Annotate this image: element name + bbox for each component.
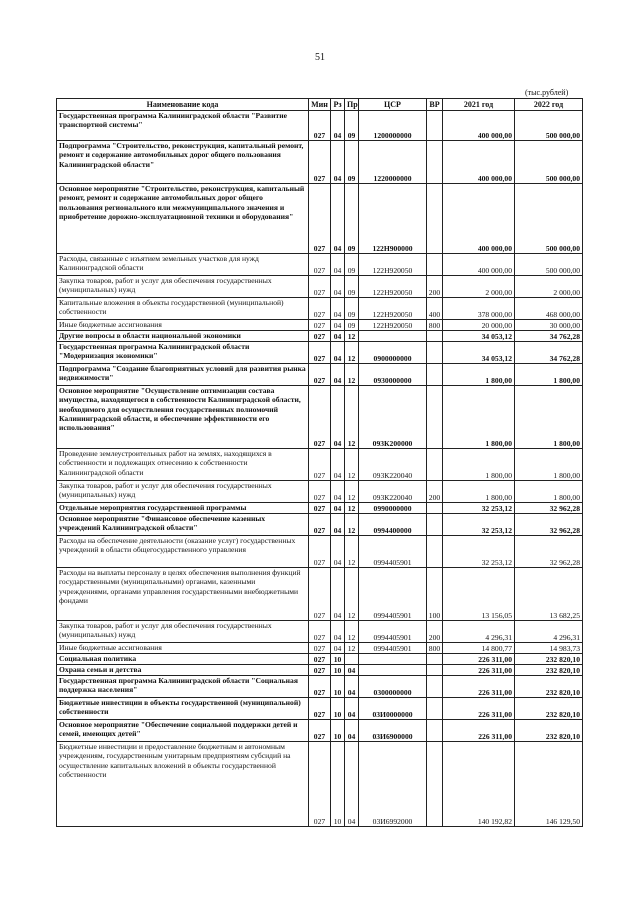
cell-min: 027: [309, 654, 331, 665]
cell-name: Основное мероприятие "Финансовое обеспечение казенных учреждений Калининградской области": [57, 514, 309, 536]
table-row: [57, 141, 583, 184]
cell-vr: [427, 676, 443, 698]
cell-rz: 10: [331, 654, 345, 665]
cell-name: Подпрограмма "Строительство, реконструкция, капитальный ремонт, ремонт и содержание автомобильных дорог общего пользования Калининградской области": [57, 141, 309, 184]
cell-pr: [345, 654, 359, 665]
cell-vr: [427, 720, 443, 742]
table-row: [57, 654, 583, 665]
cell-name: Закупка товаров, работ и услуг для обеспечения государственных (муниципальных) нужд: [57, 621, 309, 643]
cell-min: 027: [309, 386, 331, 449]
cell-rz: 04: [331, 111, 345, 141]
cell-y2021: 4 296,31: [443, 621, 515, 643]
cell-y2021: 400 000,00: [443, 111, 515, 141]
cell-y2021: 20 000,00: [443, 320, 515, 331]
cell-name: Охрана семьи и детства: [57, 665, 309, 676]
cell-pr: 12: [345, 536, 359, 568]
cell-y2022: 500 000,00: [515, 111, 583, 141]
cell-vr: [427, 742, 443, 827]
cell-csr: 03И0000000: [359, 698, 427, 720]
cell-rz: 10: [331, 665, 345, 676]
cell-name: Государственная программа Калининградской области "Развитие транспортной системы": [57, 111, 309, 141]
cell-vr: [427, 654, 443, 665]
table-row: [57, 514, 583, 536]
cell-rz: 10: [331, 720, 345, 742]
cell-y2022: 34 762,28: [515, 331, 583, 342]
cell-csr: 0994405901: [359, 536, 427, 568]
cell-pr: 12: [345, 342, 359, 364]
cell-name: Другие вопросы в области национальной экономики: [57, 331, 309, 342]
cell-min: 027: [309, 676, 331, 698]
cell-vr: 800: [427, 320, 443, 331]
cell-vr: [427, 698, 443, 720]
cell-min: 027: [309, 643, 331, 654]
cell-name: Бюджетные инвестиции в объекты государственной (муниципальной) собственности: [57, 698, 309, 720]
table-row: [57, 449, 583, 481]
cell-min: 027: [309, 621, 331, 643]
cell-y2022: 1 800,00: [515, 449, 583, 481]
cell-vr: [427, 111, 443, 141]
cell-min: 027: [309, 184, 331, 254]
cell-y2022: 232 820,10: [515, 698, 583, 720]
cell-y2021: 14 800,77: [443, 643, 515, 654]
cell-y2022: 1 800,00: [515, 364, 583, 386]
cell-y2021: 34 053,12: [443, 342, 515, 364]
cell-csr: 093К220040: [359, 449, 427, 481]
cell-min: 027: [309, 568, 331, 621]
cell-y2022: 232 820,10: [515, 720, 583, 742]
cell-vr: 200: [427, 621, 443, 643]
cell-rz: 04: [331, 141, 345, 184]
cell-vr: 400: [427, 298, 443, 320]
table-row: [57, 111, 583, 141]
table-row: [57, 568, 583, 621]
cell-y2022: 1 800,00: [515, 386, 583, 449]
header-row: [57, 99, 583, 111]
cell-min: 027: [309, 276, 331, 298]
cell-csr: 0994405901: [359, 643, 427, 654]
cell-min: 027: [309, 342, 331, 364]
cell-name: Расходы, связанные с изъятием земельных участков для нужд Калининградской области: [57, 254, 309, 276]
cell-rz: 04: [331, 331, 345, 342]
cell-min: 027: [309, 742, 331, 827]
cell-pr: 12: [345, 364, 359, 386]
cell-min: 027: [309, 449, 331, 481]
table-row: [57, 742, 583, 827]
cell-pr: 09: [345, 298, 359, 320]
table-body: [57, 111, 583, 827]
cell-csr: 093К200000: [359, 386, 427, 449]
cell-y2021: 226 311,00: [443, 665, 515, 676]
cell-y2022: 232 820,10: [515, 676, 583, 698]
cell-name: Социальная политика: [57, 654, 309, 665]
table-row: [57, 481, 583, 503]
cell-pr: 12: [345, 449, 359, 481]
cell-rz: 04: [331, 621, 345, 643]
units-label: (тыс.рублей): [525, 88, 569, 97]
cell-y2021: 32 253,12: [443, 503, 515, 514]
cell-pr: 12: [345, 503, 359, 514]
cell-min: 027: [309, 665, 331, 676]
table-row: [57, 536, 583, 568]
cell-rz: 04: [331, 449, 345, 481]
cell-name: Иные бюджетные ассигнования: [57, 643, 309, 654]
cell-name: Бюджетные инвестиции и предоставление бюджетным и автономным учреждениям, государственным унитарным предприятиям субсидий на осуществление капитальных вложений в объекты государственной собственности: [57, 742, 309, 827]
cell-name: Капитальные вложения в объекты государственной (муниципальной) собственности: [57, 298, 309, 320]
table-row: [57, 342, 583, 364]
cell-csr: 122Н900000: [359, 184, 427, 254]
cell-csr: 03И6900000: [359, 720, 427, 742]
cell-pr: 09: [345, 184, 359, 254]
cell-vr: [427, 386, 443, 449]
cell-pr: 04: [345, 720, 359, 742]
cell-csr: [359, 665, 427, 676]
cell-y2022: 32 962,28: [515, 536, 583, 568]
cell-rz: 04: [331, 536, 345, 568]
cell-csr: 0300000000: [359, 676, 427, 698]
cell-csr: 03И6992000: [359, 742, 427, 827]
cell-rz: 04: [331, 514, 345, 536]
table-row: [57, 386, 583, 449]
cell-y2021: 1 800,00: [443, 386, 515, 449]
cell-y2021: 13 156,05: [443, 568, 515, 621]
cell-rz: 04: [331, 320, 345, 331]
cell-min: 027: [309, 298, 331, 320]
header-csr: ЦСР: [359, 99, 427, 111]
cell-csr: 122Н920050: [359, 320, 427, 331]
cell-vr: [427, 364, 443, 386]
table-row: [57, 676, 583, 698]
cell-y2021: 32 253,12: [443, 514, 515, 536]
cell-csr: 0994405901: [359, 568, 427, 621]
cell-name: Расходы на обеспечение деятельности (оказание услуг) государственных учреждений в области общегосударственного управления: [57, 536, 309, 568]
cell-vr: [427, 536, 443, 568]
cell-y2021: 400 000,00: [443, 254, 515, 276]
cell-min: 027: [309, 111, 331, 141]
cell-pr: 09: [345, 111, 359, 141]
cell-pr: 12: [345, 643, 359, 654]
cell-y2022: 468 000,00: [515, 298, 583, 320]
cell-vr: 200: [427, 481, 443, 503]
cell-y2022: 500 000,00: [515, 254, 583, 276]
cell-pr: 09: [345, 254, 359, 276]
cell-y2022: 232 820,10: [515, 665, 583, 676]
cell-y2021: 400 000,00: [443, 184, 515, 254]
cell-y2022: 34 762,28: [515, 342, 583, 364]
cell-csr: [359, 331, 427, 342]
cell-min: 027: [309, 514, 331, 536]
cell-min: 027: [309, 331, 331, 342]
cell-csr: 122Н920050: [359, 254, 427, 276]
cell-y2021: 400 000,00: [443, 141, 515, 184]
budget-table: [56, 98, 583, 827]
cell-min: 027: [309, 536, 331, 568]
cell-rz: 04: [331, 254, 345, 276]
cell-pr: 12: [345, 331, 359, 342]
table-row: [57, 643, 583, 654]
cell-pr: 04: [345, 742, 359, 827]
table-row: [57, 503, 583, 514]
cell-y2022: 1 800,00: [515, 481, 583, 503]
table-row: [57, 665, 583, 676]
cell-csr: 1220000000: [359, 141, 427, 184]
cell-name: Основное мероприятие "Обеспечение социальной поддержки детей и семей, имеющих детей": [57, 720, 309, 742]
table-row: [57, 276, 583, 298]
cell-pr: 12: [345, 514, 359, 536]
cell-csr: 0994400000: [359, 514, 427, 536]
cell-rz: 04: [331, 568, 345, 621]
cell-name: Проведение землеустроительных работ на землях, находящихся в собственности и подлежащих отнесению к собственности Калининградской области: [57, 449, 309, 481]
cell-csr: 0930000000: [359, 364, 427, 386]
cell-pr: 04: [345, 698, 359, 720]
cell-min: 027: [309, 254, 331, 276]
cell-y2022: 30 000,00: [515, 320, 583, 331]
cell-rz: 10: [331, 742, 345, 827]
cell-y2021: 34 053,12: [443, 331, 515, 342]
cell-min: 027: [309, 141, 331, 184]
table-row: [57, 364, 583, 386]
cell-rz: 10: [331, 676, 345, 698]
cell-name: Основное мероприятие "Строительство, реконструкция, капитальный ремонт, ремонт и содержание автомобильных дорог общего пользования регионального или межмуниципального значения и приобретение дорожно-эксплуатационной техники и оборудования": [57, 184, 309, 254]
header-2021: 2021 год: [443, 99, 515, 111]
cell-min: 027: [309, 503, 331, 514]
cell-pr: 12: [345, 568, 359, 621]
cell-csr: 122Н920050: [359, 276, 427, 298]
cell-vr: 200: [427, 276, 443, 298]
header-rz: Рз: [331, 99, 345, 111]
cell-rz: 04: [331, 184, 345, 254]
cell-vr: [427, 254, 443, 276]
cell-y2021: 226 311,00: [443, 698, 515, 720]
cell-pr: 12: [345, 386, 359, 449]
table-row: [57, 298, 583, 320]
cell-y2022: 500 000,00: [515, 141, 583, 184]
cell-pr: 09: [345, 320, 359, 331]
cell-name: Отдельные мероприятия государственной программы: [57, 503, 309, 514]
cell-y2021: 226 311,00: [443, 720, 515, 742]
cell-y2021: 1 800,00: [443, 364, 515, 386]
cell-vr: [427, 141, 443, 184]
cell-pr: 04: [345, 665, 359, 676]
cell-y2021: 226 311,00: [443, 654, 515, 665]
cell-rz: 10: [331, 698, 345, 720]
cell-y2022: 500 000,00: [515, 184, 583, 254]
cell-pr: 04: [345, 676, 359, 698]
cell-min: 027: [309, 720, 331, 742]
cell-y2021: 378 000,00: [443, 298, 515, 320]
cell-name: Государственная программа Калининградской области "Модернизация экономики": [57, 342, 309, 364]
page-number: 51: [315, 52, 325, 63]
cell-vr: [427, 665, 443, 676]
cell-vr: 100: [427, 568, 443, 621]
cell-name: Подпрограмма "Создание благоприятных условий для развития рынка недвижимости": [57, 364, 309, 386]
cell-y2021: 1 800,00: [443, 481, 515, 503]
table-row: [57, 621, 583, 643]
cell-y2021: 140 192,82: [443, 742, 515, 827]
cell-name: Закупка товаров, работ и услуг для обеспечения государственных (муниципальных) нужд: [57, 481, 309, 503]
cell-name: Иные бюджетные ассигнования: [57, 320, 309, 331]
cell-vr: 800: [427, 643, 443, 654]
cell-rz: 04: [331, 386, 345, 449]
header-vr: ВР: [427, 99, 443, 111]
cell-name: Закупка товаров, работ и услуг для обеспечения государственных (муниципальных) нужд: [57, 276, 309, 298]
cell-pr: 12: [345, 621, 359, 643]
cell-vr: [427, 514, 443, 536]
table-row: [57, 720, 583, 742]
cell-rz: 04: [331, 643, 345, 654]
cell-csr: 1200000000: [359, 111, 427, 141]
table-row: [57, 184, 583, 254]
cell-y2022: 146 129,50: [515, 742, 583, 827]
cell-vr: [427, 503, 443, 514]
cell-csr: 0994405901: [359, 621, 427, 643]
table-row: [57, 331, 583, 342]
cell-name: Расходы на выплаты персоналу в целях обеспечения выполнения функций государственными (муниципальными) органами, казенными учреждениями, органами управления государственными внебюджетными фондами: [57, 568, 309, 621]
cell-y2022: 13 682,25: [515, 568, 583, 621]
cell-vr: [427, 342, 443, 364]
header-2022: 2022 год: [515, 99, 583, 111]
cell-vr: [427, 331, 443, 342]
cell-y2022: 32 962,28: [515, 514, 583, 536]
cell-y2022: 2 000,00: [515, 276, 583, 298]
cell-y2021: 32 253,12: [443, 536, 515, 568]
cell-rz: 04: [331, 298, 345, 320]
cell-y2022: 14 983,73: [515, 643, 583, 654]
header-min: Мин: [309, 99, 331, 111]
cell-csr: 122Н920050: [359, 298, 427, 320]
cell-pr: 12: [345, 481, 359, 503]
cell-min: 027: [309, 481, 331, 503]
cell-min: 027: [309, 320, 331, 331]
cell-csr: 093К220040: [359, 481, 427, 503]
cell-y2021: 2 000,00: [443, 276, 515, 298]
cell-min: 027: [309, 698, 331, 720]
cell-min: 027: [309, 364, 331, 386]
cell-vr: [427, 184, 443, 254]
cell-vr: [427, 449, 443, 481]
cell-rz: 04: [331, 481, 345, 503]
cell-rz: 04: [331, 364, 345, 386]
cell-y2022: 232 820,10: [515, 654, 583, 665]
cell-y2022: 4 296,31: [515, 621, 583, 643]
cell-rz: 04: [331, 342, 345, 364]
cell-y2021: 1 800,00: [443, 449, 515, 481]
table-header: [57, 99, 583, 111]
cell-csr: [359, 654, 427, 665]
cell-pr: 09: [345, 141, 359, 184]
cell-name: Государственная программа Калининградской области "Социальная поддержка населения": [57, 676, 309, 698]
cell-csr: 0990000000: [359, 503, 427, 514]
cell-y2022: 32 962,28: [515, 503, 583, 514]
cell-name: Основное мероприятие "Осуществление оптимизации состава имущества, находящегося в собственности Калининградской области, необходимого для осуществления государственных полномочий Калининградской области, и обеспечение эффективности его использования": [57, 386, 309, 449]
cell-y2021: 226 311,00: [443, 676, 515, 698]
header-pr: Пр: [345, 99, 359, 111]
cell-pr: 09: [345, 276, 359, 298]
table-row: [57, 254, 583, 276]
table-row: [57, 698, 583, 720]
header-name: Наименование кода: [57, 99, 309, 111]
cell-rz: 04: [331, 503, 345, 514]
cell-csr: 0900000000: [359, 342, 427, 364]
cell-rz: 04: [331, 276, 345, 298]
table-row: [57, 320, 583, 331]
